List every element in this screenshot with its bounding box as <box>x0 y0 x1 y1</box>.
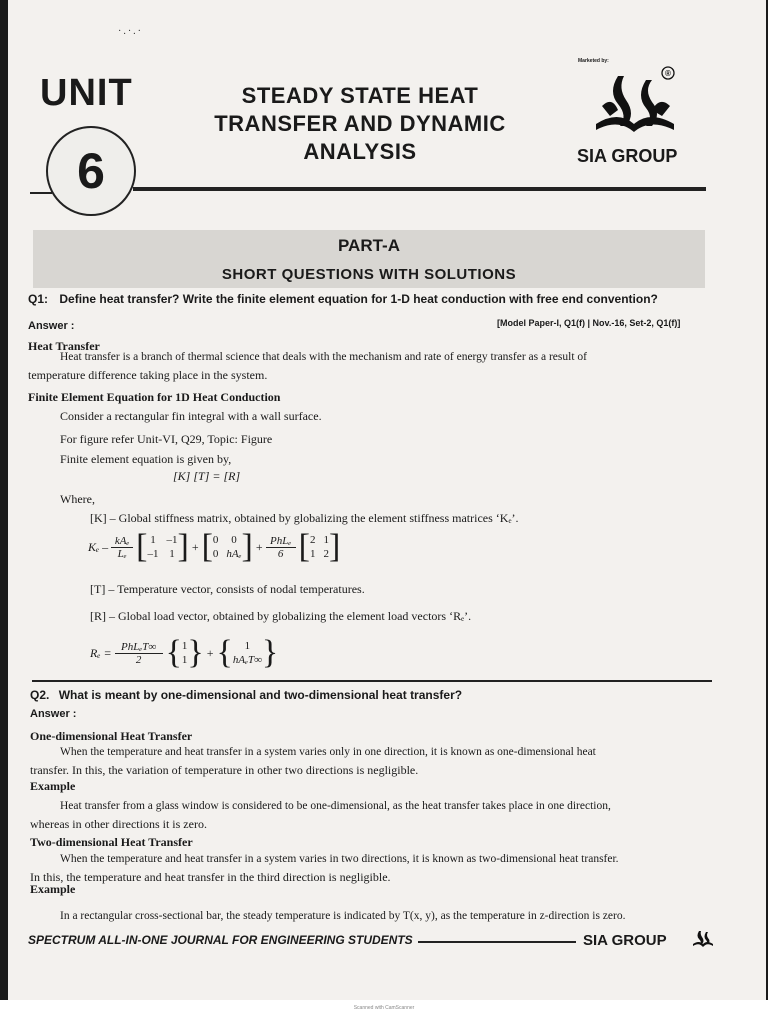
question-number: Q1: <box>28 292 49 306</box>
fraction-denominator: 6 <box>266 547 296 560</box>
section-heading: One-dimensional Heat Transfer <box>30 729 193 743</box>
ke-fraction-1 <box>111 535 133 560</box>
question-text: Define heat transfer? Write the finite element equation for 1-D heat conduction with free end convention? <box>59 292 658 306</box>
registered-mark: ® <box>665 69 671 78</box>
answer-label: Answer : <box>30 708 77 720</box>
marketed-by: Marketed by: <box>578 58 609 64</box>
section-heading: Finite Element Equation for 1D Heat Conduction <box>28 390 281 404</box>
vector-cell: 1 <box>181 640 188 652</box>
paragraph-line: Heat transfer from a glass window is considered to be one-dimensional, as the heat transfer takes place in one direction, <box>60 800 611 812</box>
paragraph-line: whereas in other directions it is zero. <box>30 817 207 831</box>
fraction-numerator: PhLₑ <box>270 534 292 547</box>
ke-matrix-2: [ 0 0 0 hAₑ ] <box>201 528 253 565</box>
plus-sign: + <box>206 645 214 660</box>
matrix-cell: 2 <box>309 534 316 546</box>
unit-title-line: TRANSFER AND DYNAMIC <box>214 111 506 136</box>
brand-name: SIA GROUP <box>577 146 678 166</box>
ke-equation <box>88 530 340 564</box>
unit-title-line: ANALYSIS <box>303 139 417 164</box>
fraction-denominator: 2 <box>115 653 163 666</box>
ke-matrix-3: [ 2 1 1 2 ] <box>298 528 341 565</box>
paragraph-line: Consider a rectangular fin integral with a wall surface. <box>60 409 322 423</box>
header-rule-left <box>30 192 52 194</box>
paragraph-line: Finite element equation is given by, <box>60 452 232 466</box>
ke-lhs: Kₑ – <box>88 539 109 554</box>
footer-brand: SIA GROUP <box>583 932 667 949</box>
matrix-cell: hAₑ <box>226 548 242 560</box>
definition-r: [R] – Global load vector, obtained by globalizing the element load vectors ‘Rₑ’. <box>90 609 472 623</box>
definition-t: [T] – Temperature vector, consists of nodal temperatures. <box>90 582 365 596</box>
re-equation <box>90 636 278 670</box>
header-rule <box>133 187 706 191</box>
unit-title <box>150 82 570 166</box>
question-2 <box>30 688 462 702</box>
sia-logo-small-icon <box>691 928 715 950</box>
re-lhs: Rₑ = <box>90 645 112 660</box>
matrix-cell: 1 <box>169 548 175 560</box>
matrix-cell: 0 <box>212 534 219 546</box>
fraction-denominator: Lₑ <box>111 547 133 560</box>
paragraph-line: For figure refer Unit-VI, Q29, Topic: Figure <box>60 432 273 446</box>
question-divider <box>32 680 712 682</box>
top-marks: ·.·.· <box>118 26 143 37</box>
paragraph-line: When the temperature and heat transfer in a system varies in two directions, it is known as two-dimensional heat transfer. <box>60 853 619 865</box>
paragraph-line: When the temperature and heat transfer in a system varies only in one direction, it is known as one-dimensional heat <box>60 746 596 758</box>
ke-matrix-1: [ 1 –1 –1 1 ] <box>136 528 189 565</box>
fraction-numerator: kAₑ <box>114 534 130 547</box>
fraction-numerator: PhLₑT∞ <box>120 640 157 653</box>
vector-cell: 1 <box>244 640 251 652</box>
re-fraction <box>115 641 163 666</box>
main-equation: [K] [T] = [R] <box>173 469 241 483</box>
section-heading: Two-dimensional Heat Transfer <box>30 835 193 849</box>
sia-logo-icon <box>588 66 682 140</box>
matrix-cell: 1 <box>309 548 316 560</box>
matrix-cell: 2 <box>323 548 329 560</box>
matrix-cell: –1 <box>147 548 159 560</box>
section-heading: Heat Transfer <box>28 339 100 353</box>
re-vector-1: { 1 1 } <box>165 634 204 671</box>
unit-title-line: STEADY STATE HEAT <box>241 83 479 108</box>
question-text: What is meant by one-dimensional and two-dimensional heat transfer? <box>58 688 463 702</box>
example-label: Example <box>30 779 76 793</box>
scanner-note: Scanned with CamScanner <box>353 1005 415 1011</box>
vector-cell: 1 <box>181 654 188 666</box>
matrix-cell: 1 <box>150 534 156 546</box>
vector-cell: hAₑT∞ <box>232 654 262 666</box>
ke-fraction-2 <box>266 535 296 560</box>
page-margin <box>0 1000 768 1024</box>
footer-journal: SPECTRUM ALL-IN-ONE JOURNAL FOR ENGINEERING STUDENTS <box>28 933 413 947</box>
part-title: PART-A <box>337 236 400 255</box>
example-label: Example <box>30 882 76 896</box>
footer-rule <box>418 941 576 943</box>
re-vector-2: { 1 hAₑT∞ } <box>216 634 279 671</box>
question-number: Q2. <box>30 688 50 702</box>
unit-number-badge <box>46 126 136 216</box>
question-1 <box>28 292 658 306</box>
matrix-cell: –1 <box>166 534 178 546</box>
paragraph-line: temperature difference taking place in the system. <box>28 368 268 382</box>
paragraph-line: Where, <box>60 492 95 506</box>
matrix-cell: 0 <box>231 534 237 546</box>
unit-number: 6 <box>77 143 105 199</box>
unit-label: UNIT <box>40 72 133 114</box>
plus-sign: + <box>191 539 199 554</box>
part-subtitle: SHORT QUESTIONS WITH SOLUTIONS <box>221 266 517 283</box>
plus-sign: + <box>255 539 263 554</box>
question-reference: [Model Paper-I, Q1(f) | Nov.-16, Set-2, Q1(f)] <box>497 318 681 328</box>
paragraph-line: transfer. In this, the variation of temperature in other two directions is negligible. <box>30 763 419 777</box>
answer-label: Answer : <box>28 320 75 332</box>
paragraph-line: In a rectangular cross-sectional bar, the steady temperature is indicated by T(x, y), as the temperature in z-direction is zero. <box>60 910 626 922</box>
definition-k: [K] – Global stiffness matrix, obtained by globalizing the element stiffness matrices ‘Kₑ’. <box>90 511 519 525</box>
matrix-cell: 1 <box>323 534 329 546</box>
matrix-cell: 0 <box>212 548 219 560</box>
paragraph-line: Heat transfer is a branch of thermal science that deals with the mechanism and rate of energy transfer as a result of <box>60 351 587 363</box>
paragraph-line: In this, the temperature and heat transfer in the third direction is negligible. <box>30 870 391 884</box>
